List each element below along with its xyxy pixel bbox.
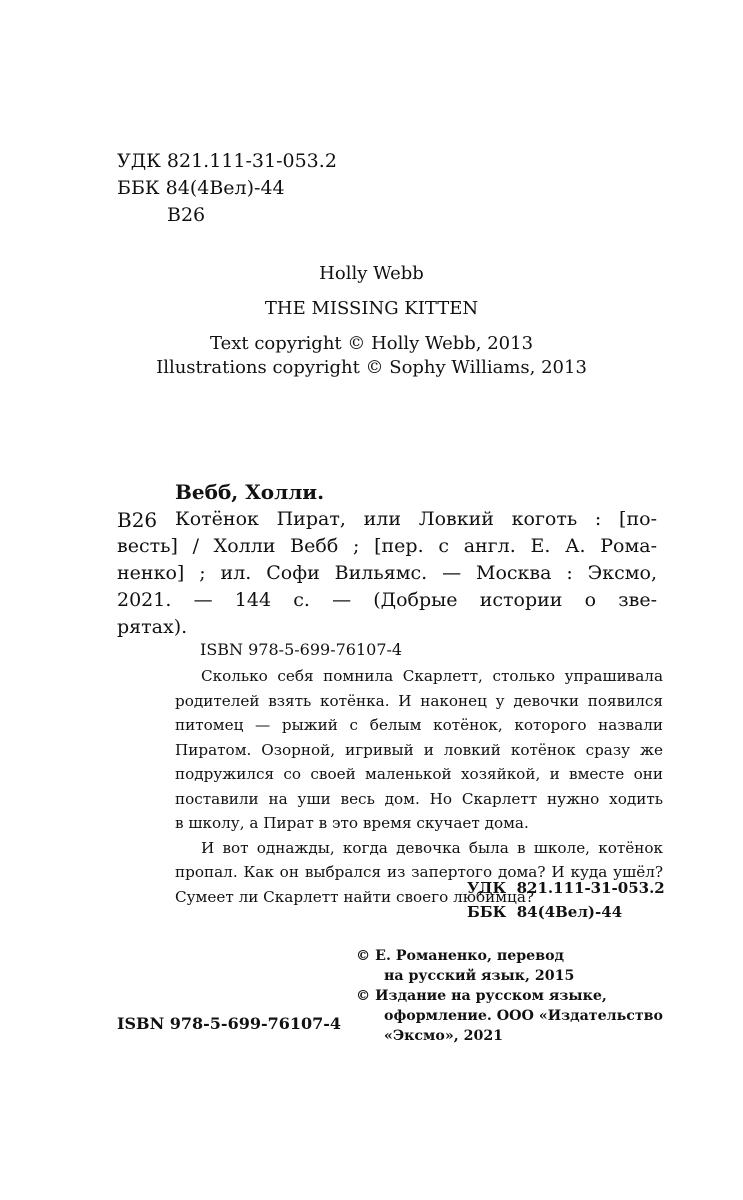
bbk-code-repeat: ББК 84(4Вел)-44 (467, 903, 623, 921)
udk-code: УДК 821.111-31-053.2 (117, 150, 337, 172)
text-copyright: Text copyright © Holly Webb, 2013 (209, 333, 534, 354)
bibliographic-code: В26 (117, 508, 158, 532)
copyright-line: © Е. Романенко, перевод (356, 948, 564, 964)
original-title: THE MISSING KITTEN (264, 298, 479, 319)
author-mark: В26 (167, 204, 206, 226)
copyright-line: © Издание на русском языке, (356, 988, 607, 1004)
bibl-line: весть] / Холли Вебб ; [пер. с англ. Е. А. Рома- (117, 535, 657, 557)
bbk-code: ББК 84(4Вел)-44 (117, 177, 285, 199)
bibl-line: рятах). (117, 616, 188, 638)
annotation (175, 664, 663, 909)
classification-block (117, 148, 337, 229)
bibl-line: ненко] ; ил. Софи Вильямс. — Москва : Эксмо, (117, 562, 657, 584)
isbn-record: ISBN 978-5-699-76107-4 (200, 640, 403, 659)
copyright-line: на русский язык, 2015 (384, 968, 575, 984)
bibliographic-description (117, 506, 657, 641)
annotation-line: питомец — рыжий с белым котёнок, которого назвали (175, 716, 663, 734)
annotation-line: пропал. Как он выбрался из запертого дома? И куда ушёл? (175, 863, 663, 881)
annotation-line: в школу, а Пират в это время скучает дома. (175, 814, 529, 832)
classification-repeat (467, 876, 665, 924)
copyright-line: «Эксмо», 2021 (384, 1028, 504, 1044)
annotation-line: Сколько себя помнила Скарлетт, столько упрашивала (201, 667, 663, 685)
copyright-line: оформление. ООО «Издательство (384, 1008, 663, 1024)
bibl-line: Котёнок Пират, или Ловкий коготь : [по- (175, 508, 657, 530)
isbn-bottom: ISBN 978-5-699-76107-4 (117, 1014, 342, 1033)
annotation-line: Пиратом. Озорной, игривый и ловкий котёнок сразу же (175, 740, 663, 759)
bibl-line: 2021. — 144 с. — (Добрые истории о зве- (117, 589, 657, 611)
annotation-line: поставили на уши весь дом. Но Скарлетт нужно ходить (175, 789, 663, 808)
annotation-line: подружился со своей маленькой хозяйкой, и вместе они (175, 765, 663, 783)
author-heading: Вебб, Холли. (175, 480, 325, 504)
annotation-line: родителей взять котёнка. И наконец у девочки появился (175, 691, 663, 710)
udk-code-repeat: УДК 821.111-31-053.2 (467, 879, 665, 897)
illustrations-copyright: Illustrations copyright © Sophy Williams, 2013 (156, 357, 587, 378)
original-author: Holly Webb (319, 263, 424, 284)
copyright-block (356, 946, 663, 1046)
annotation-line: Сумеет ли Скарлетт найти своего любимца? (175, 887, 535, 906)
annotation-line: И вот однажды, когда девочка была в школе, котёнок (201, 838, 663, 857)
